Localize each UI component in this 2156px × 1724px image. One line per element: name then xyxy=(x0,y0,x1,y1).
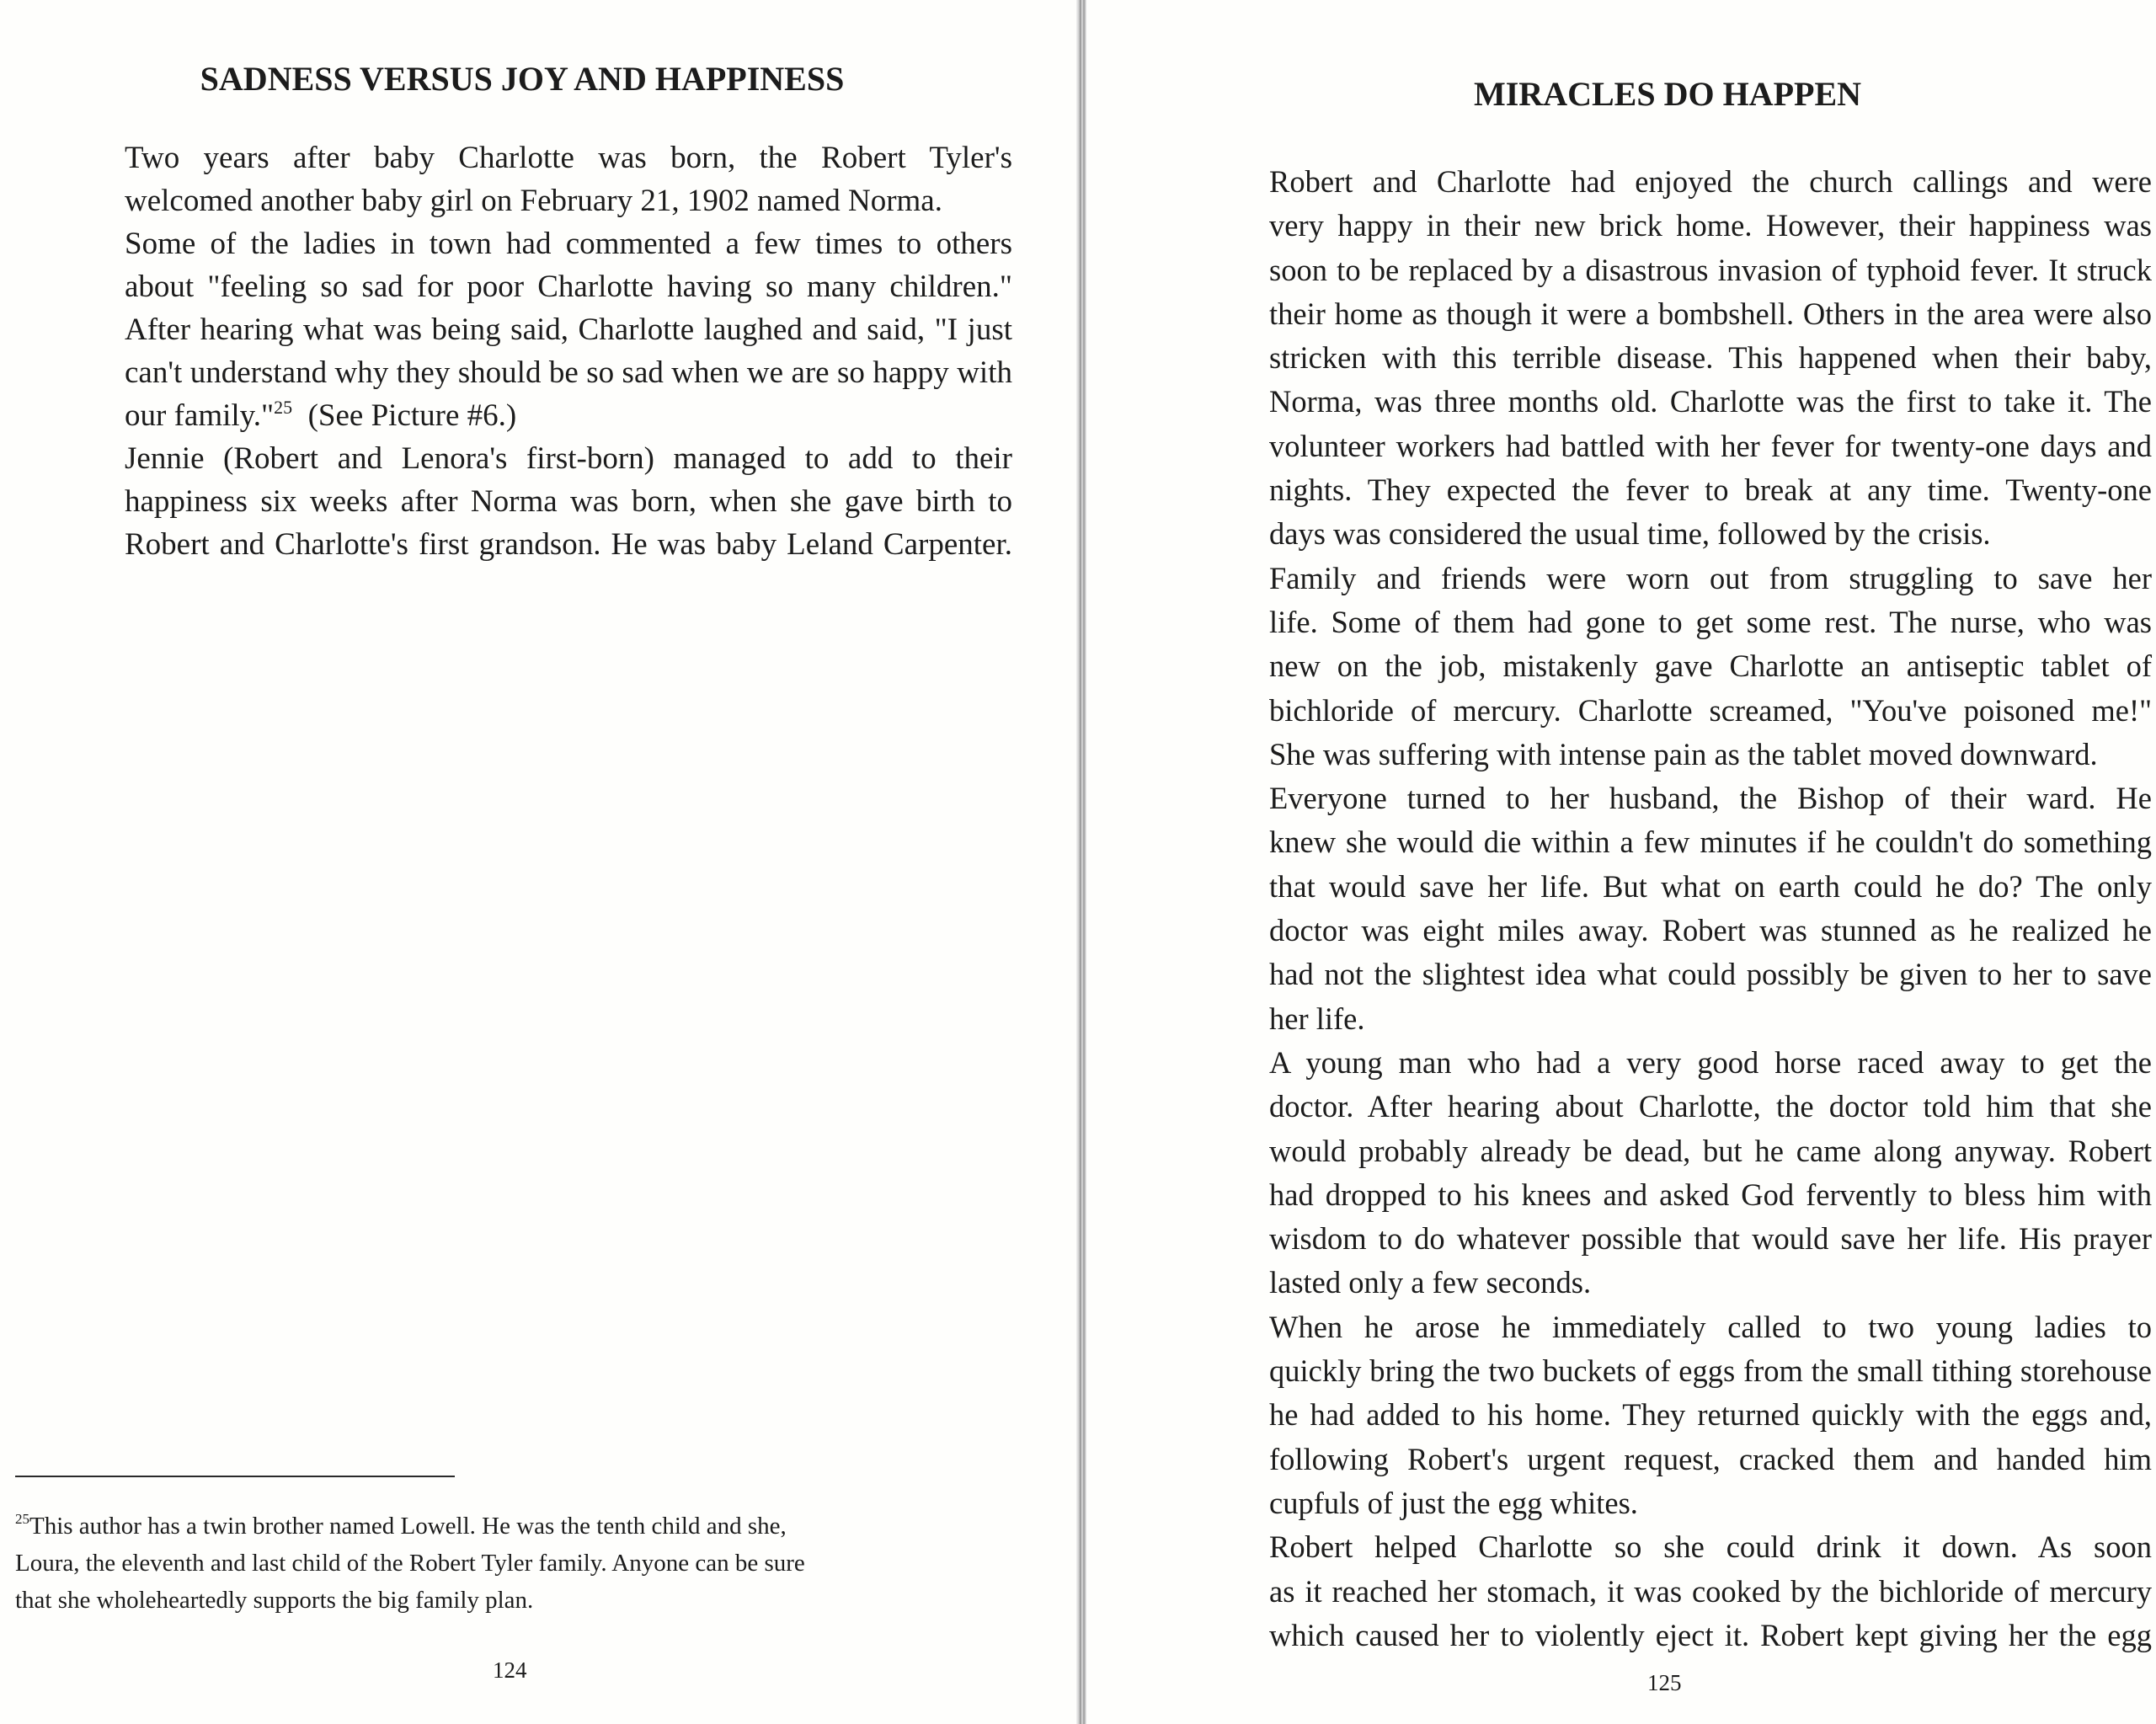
text-line: happiness six weeks after Norma was born, when she gave birth to xyxy=(125,484,1012,519)
text-line: Robert and Charlotte had enjoyed the church callings and were xyxy=(1269,164,2152,199)
paragraph xyxy=(30,222,1012,437)
footnote-marker: 25 xyxy=(15,1511,29,1527)
text-line: lasted only a few seconds. xyxy=(1269,1265,1592,1300)
right-page xyxy=(1086,0,2156,1724)
paragraph xyxy=(30,136,1012,222)
text-line: Two years after baby Charlotte was born, the Robert Tyler's xyxy=(125,141,1012,175)
text-line: nights. They expected the fever to break at any time. Twenty-one xyxy=(1269,472,2152,508)
text-line: Family and friends were worn out from struggling to save her xyxy=(1269,560,2152,595)
text-line-with-footnote-ref xyxy=(30,394,1012,437)
footnote xyxy=(15,1508,984,1619)
text-line: that would save her life. But what on earth could he do? The only xyxy=(1269,868,2152,904)
paragraph xyxy=(30,437,1012,566)
text-line: Jennie (Robert and Lenora's first-born) managed to add to their xyxy=(125,441,1012,476)
footnote-line: that she wholeheartedly supports the big family plan. xyxy=(15,1587,534,1614)
paragraph xyxy=(1175,557,2152,777)
text-line: very happy in their new brick home. However, their happiness was xyxy=(1269,208,2152,243)
footnote-line: Loura, the eleventh and last child of the Robert Tyler family. Anyone can be sure xyxy=(15,1550,805,1577)
text-line: as it reached her stomach, it was cooked by the bichloride of mercury xyxy=(1269,1573,2152,1609)
footnote-line xyxy=(15,1508,984,1545)
text-line: knew she would die within a few minutes if he couldn't do something xyxy=(1269,825,2152,860)
text-line: life. Some of them had gone to get some rest. The nurse, who was xyxy=(1269,604,2152,639)
text-line: A young man who had a very good horse raced away to get the xyxy=(1269,1044,2152,1080)
text-line: soon to be replaced by a disastrous invasion of typhoid fever. It struck xyxy=(1269,252,2152,287)
page-number: 125 xyxy=(1647,1670,1682,1695)
text-line: quickly bring the two buckets of eggs from the small tithing storehouse xyxy=(1269,1353,2152,1389)
text-line: Some of the ladies in town had commented a few times to others xyxy=(125,227,1012,261)
text-line: wisdom to do whatever possible that would save her life. His prayer xyxy=(1269,1221,2152,1257)
chapter-title: SADNESS VERSUS JOY AND HAPPINESS xyxy=(200,60,845,98)
page-number: 124 xyxy=(493,1657,527,1683)
footnote-divider xyxy=(15,1476,455,1477)
paragraph xyxy=(1175,1525,2152,1657)
text-line: following Robert's urgent request, cracked them and handed him xyxy=(1269,1441,2152,1476)
text-line: After hearing what was being said, Charlotte laughed and said, "I just xyxy=(125,312,1012,347)
text-fragment: our family." xyxy=(125,398,275,433)
text-line: stricken with this terrible disease. This happened when their baby, xyxy=(1269,340,2152,376)
footnote-reference[interactable]: 25 xyxy=(274,397,293,418)
text-line: about "feeling so sad for poor Charlotte having so many children." xyxy=(125,270,1012,304)
paragraph xyxy=(1175,777,2152,1041)
picture-reference: (See Picture #6.) xyxy=(292,398,517,433)
text-line: doctor was eight miles away. Robert was stunned as he realized he xyxy=(1269,913,2152,948)
chapter-title: MIRACLES DO HAPPEN xyxy=(1473,75,1862,113)
text-line: cupfuls of just the egg whites. xyxy=(1269,1485,1638,1520)
text-line: doctor. After hearing about Charlotte, the doctor told him that she xyxy=(1269,1089,2152,1124)
text-line: he had added to his home. They returned quickly with the eggs and, xyxy=(1269,1397,2152,1433)
left-page xyxy=(0,0,1076,1724)
paragraph xyxy=(1175,1041,2152,1305)
text-line: would probably already be dead, but he came along anyway. Robert xyxy=(1269,1133,2152,1168)
text-line: Robert helped Charlotte so she could drink it down. As soon xyxy=(1269,1529,2152,1565)
paragraph xyxy=(1175,1305,2152,1525)
text-line: had dropped to his knees and asked God fervently to bless him with xyxy=(1269,1177,2152,1212)
paragraph xyxy=(1175,160,2152,557)
text-line: which caused her to violently eject it. Robert kept giving her the egg xyxy=(1269,1617,2152,1652)
text-line: welcomed another baby girl on February 21, 1902 named Norma. xyxy=(125,184,942,218)
text-line: volunteer workers had battled with her fever for twenty-one days and xyxy=(1269,428,2152,463)
text-line: When he arose he immediately called to two young ladies to xyxy=(1269,1309,2152,1344)
text-line: new on the job, mistakenly gave Charlotte an antiseptic tablet of xyxy=(1269,649,2152,684)
text-line: Robert and Charlotte's first grandson. He was baby Leland Carpenter. xyxy=(125,527,1012,562)
left-body-text xyxy=(30,136,1012,566)
right-body-text xyxy=(1175,160,2152,1657)
text-line: their home as though it were a bombshell. Others in the area were also xyxy=(1269,296,2152,331)
text-line: days was considered the usual time, followed by the crisis. xyxy=(1269,516,1991,552)
text-line: can't understand why they should be so sad when we are so happy with xyxy=(125,355,1012,390)
text-line: bichloride of mercury. Charlotte screamed, "You've poisoned me!" xyxy=(1269,692,2152,728)
text-line: Everyone turned to her husband, the Bishop of their ward. He xyxy=(1269,781,2152,816)
footnote-text: This author has a twin brother named Lowell. He was the tenth child and she, xyxy=(29,1513,787,1540)
text-line: She was suffering with intense pain as the tablet moved downward. xyxy=(1269,736,2098,771)
book-gutter xyxy=(1076,0,1086,1724)
text-line: had not the slightest idea what could possibly be given to her to save xyxy=(1269,957,2152,992)
text-line: her life. xyxy=(1269,1001,1365,1036)
text-line: Norma, was three months old. Charlotte was the first to take it. The xyxy=(1269,384,2152,419)
